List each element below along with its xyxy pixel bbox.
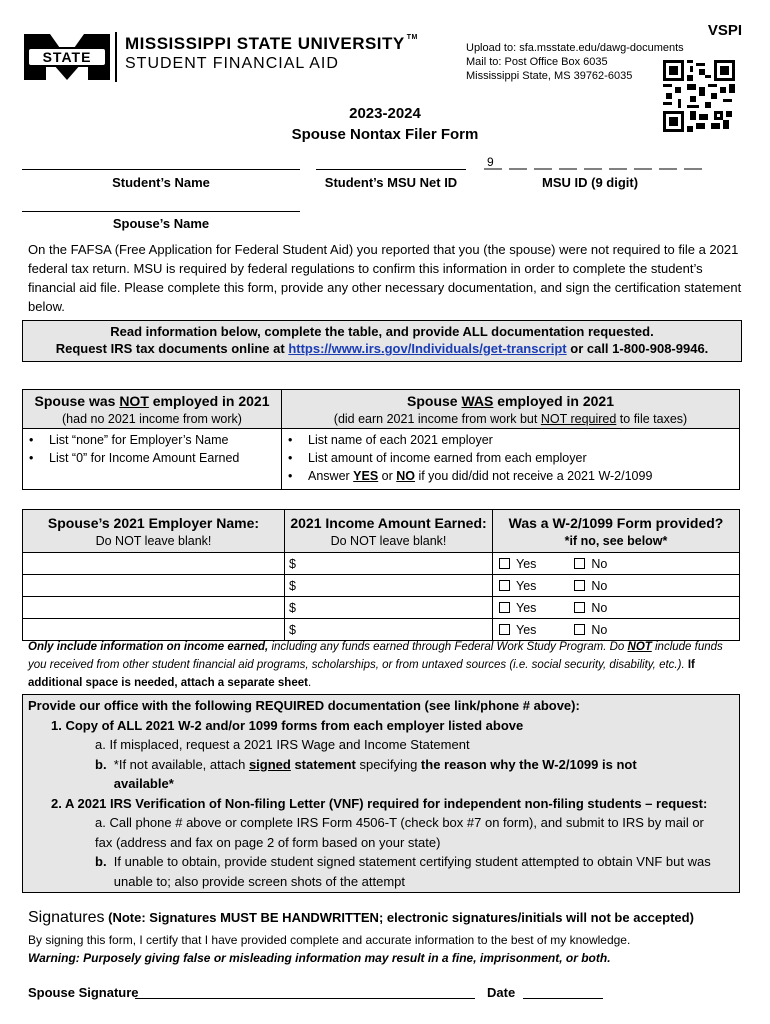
employed-bullet: • Answer YES or NO if you did/did not receive a 2021 W-2/1099 <box>282 467 739 485</box>
notice-line2: Request IRS tax documents online at https://www.irs.gov/Individuals/get-transcript or call 1-800-908-9946. <box>55 341 709 356</box>
contact-block <box>466 41 684 83</box>
logo-divider <box>115 32 117 82</box>
msu-id-label: MSU ID (9 digit) <box>542 175 639 190</box>
not-employed-instructions <box>23 429 282 490</box>
signatures-heading: Signatures (Note: Signatures MUST BE HANDWRITTEN; electronic signatures/initials will not be accepted) <box>28 909 694 926</box>
upload-address: Upload to: sfa.msstate.edu/dawg-documents <box>466 42 684 54</box>
city-address: Mississippi State, MS 39762-6035 <box>466 70 633 82</box>
employment-status-table <box>22 389 740 490</box>
no-checkbox[interactable]: No <box>574 579 607 593</box>
employed-sub: (did earn 2021 income from work but NOT required to file taxes) <box>333 412 688 426</box>
msu-id-field[interactable] <box>482 154 708 170</box>
required-item-1: 1. Copy of ALL 2021 W-2 and/or 1099 forms from each employer listed above <box>51 717 524 733</box>
student-name-line[interactable] <box>22 169 300 170</box>
form-title: Spouse Nontax Filer Form <box>291 126 479 143</box>
required-item-2a: a. Call phone # above or complete IRS Form 4506-T (check box #7 on form), and submit to IRS by mail or fax (address and fax on page 2 of form based on your state) <box>95 815 704 850</box>
not-employed-bullet: • List “0” for Income Amount Earned <box>23 449 281 467</box>
date-label: Date <box>487 985 516 1000</box>
form-year: 2023-2024 <box>349 105 421 122</box>
employer-table <box>22 509 740 641</box>
certification-text: By signing this form, I certify that I have provided complete and accurate information to the best of my knowledge. <box>28 933 631 947</box>
spouse-name-line[interactable] <box>22 211 300 212</box>
required-item-1b: b. *If not available, attach signed statement specifying the reason why the W-2/1099 is not available* <box>95 756 637 791</box>
employed-header: Spouse WAS employed in 2021 (did earn 2021 income from work but NOT required to file taxes) <box>282 390 740 429</box>
w2-cell <box>493 597 740 619</box>
net-id-line[interactable] <box>316 169 466 170</box>
spouse-signature-line[interactable] <box>135 998 475 999</box>
intro-paragraph: On the FAFSA (Free Application for Federal Student Aid) you reported that you (the spouse) were not required to file a 2021 federal tax return. MSU is required by federal regulations to confirm this information in order to complete the student’s financial aid file. Please complete this form, provide any other necessary documentation, and sign the certification statement below. <box>28 242 742 314</box>
income-cell[interactable]: $ <box>285 553 493 575</box>
not-employed-sub: (had no 2021 income from work) <box>62 412 242 426</box>
qr-code[interactable] <box>663 60 735 132</box>
notice-box <box>22 320 742 362</box>
spouse-signature-label: Spouse Signature <box>28 985 139 1000</box>
spouse-name-label: Spouse’s Name <box>112 216 210 231</box>
yes-checkbox[interactable]: Yes <box>499 623 536 637</box>
no-checkbox[interactable]: No <box>574 601 607 615</box>
required-item-2b: b. If unable to obtain, provide student signed statement certifying student attempted to obtain VNF but was unable to; also provide screen shots of the attempt <box>95 854 711 889</box>
employer-row <box>23 553 740 575</box>
employer-name-cell[interactable] <box>23 575 285 597</box>
employed-bullet: • List name of each 2021 employer <box>282 431 739 449</box>
department-name: STUDENT FINANCIAL AID <box>125 55 339 72</box>
yes-checkbox[interactable]: Yes <box>499 557 536 571</box>
irs-transcript-link[interactable]: https://www.irs.gov/Individuals/get-transcript <box>288 341 567 356</box>
warning-text: Warning: Purposely giving false or misleading information may result in a fine, imprisonment, or both. <box>28 951 611 965</box>
employer-name-cell[interactable] <box>23 553 285 575</box>
w2-cell <box>493 575 740 597</box>
income-cell[interactable]: $ <box>285 597 493 619</box>
msu-id-prefix: 9 <box>487 155 494 169</box>
employer-row <box>23 575 740 597</box>
yes-checkbox[interactable]: Yes <box>499 601 536 615</box>
form-code: VSPI <box>707 22 742 39</box>
date-line[interactable] <box>523 998 603 999</box>
mail-address: Mail to: Post Office Box 6035 <box>466 56 608 68</box>
yes-checkbox[interactable]: Yes <box>499 579 536 593</box>
notice-line1: Read information below, complete the table, and provide ALL documentation requested. <box>110 324 654 339</box>
no-checkbox[interactable]: No <box>574 557 607 571</box>
income-header: 2021 Income Amount Earned: Do NOT leave blank! <box>285 510 493 553</box>
w2-header: Was a W-2/1099 Form provided? *if no, see below* <box>493 510 740 553</box>
income-cell[interactable]: $ <box>285 575 493 597</box>
required-item-2: 2. A 2021 IRS Verification of Non-filing Letter (VNF) required for independent non-filing students – request: <box>51 795 708 811</box>
university-name: MISSISSIPPI STATE UNIVERSITY ™ <box>125 34 418 53</box>
student-name-label: Student’s Name <box>112 175 210 190</box>
employer-row <box>23 597 740 619</box>
employer-name-header: Spouse’s 2021 Employer Name: Do NOT leave blank! <box>23 510 285 553</box>
employed-bullet: • List amount of income earned from each employer <box>282 449 739 467</box>
employer-name-cell[interactable] <box>23 597 285 619</box>
msu-logo-mark <box>22 32 112 82</box>
net-id-label: Student’s MSU Net ID <box>324 175 458 190</box>
required-header: Provide our office with the following REQUIRED documentation (see link/phone # above): <box>28 698 580 713</box>
employed-instructions <box>282 429 740 490</box>
w2-cell <box>493 553 740 575</box>
not-employed-bullet: • List “none” for Employer’s Name <box>23 431 281 449</box>
income-cell[interactable]: $ <box>285 619 493 641</box>
income-note: Only include information on income earned, including any funds earned through Federal Work Study Program. Do NOT include funds you received from other student financial aid programs, scholarships, or from untaxed sources (i.e. social security, disability, etc.). If additional space is needed, attach a separate sheet. <box>28 641 723 689</box>
logo-state-text: STATE <box>42 49 92 65</box>
no-checkbox[interactable]: No <box>574 623 607 637</box>
not-employed-header: Spouse was NOT employed in 2021 (had no 2021 income from work) <box>23 390 282 429</box>
required-item-1a: a. If misplaced, request a 2021 IRS Wage and Income Statement <box>95 737 470 752</box>
required-docs-box <box>22 694 740 893</box>
